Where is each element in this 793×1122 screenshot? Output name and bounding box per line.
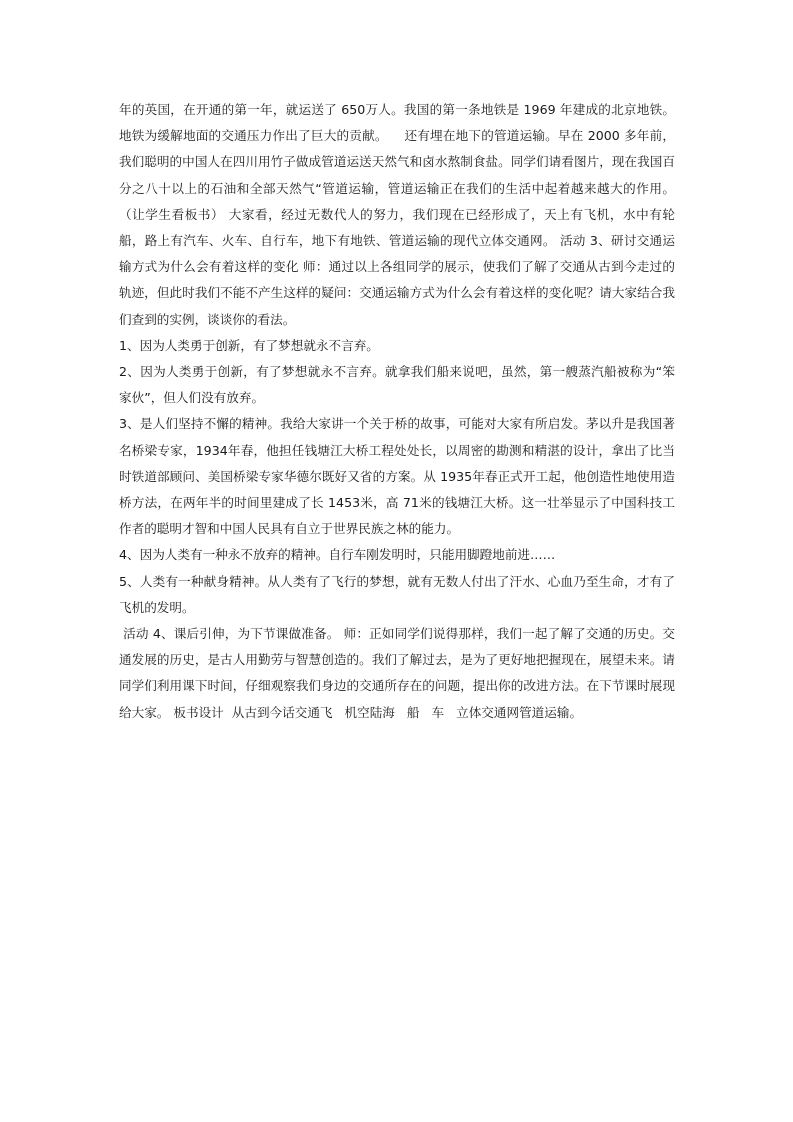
paragraph-activity-4: 活动 4、课后引伸，为下节课做准备。 师：正如同学们说得那样，我们一起了解了交通的历史。交通发展的历史，是古人用勤劳与智慧创造的。我们了解过去，是为了更好地把握现在，展望未来。请同学们利用课下时间，仔细观察我们身边的交通所存在的问题，提出你的改进方法。在下节课时展现给大家。 板书设计 从古到今话交通飞 机空陆海 船 车 立体交通网管道运输。 bbox=[119, 626, 675, 720]
paragraph-intro: 年的英国，在开通的第一年，就运送了 650万人。我国的第一条地铁是 1969 年建成的北京地铁。地铁为缓解地面的交通压力作出了巨大的贡献。 还有埋在地下的管道运输。早在 2000 多年前，我们聪明的中国人在四川用竹子做成管道运送天然气和卤水熬制食盐。同学们请看图片，现在我国百分之八十以上的石油和全部天然气“管道运输，管道运输正在我们的生活中起着越来越大的作用。 （让学生看板书） 大家看，经过无数代人的努力，我们现在已经形成了，天上有飞机，水中有轮船，路上有汽车、火车、自行车，地下有地铁、管道运输的现代立体交通网。 活动 3、研讨交通运输方式为什么会有着这样的变化 师：通过以上各组同学的展示，使我们了解了交通从古到今走过的轨迹，但此时我们不能不产生这样的疑问：交通运输方式为什么会有着这样的变化呢？请大家结合我们查到的实例，谈谈你的看法。 bbox=[119, 102, 692, 327]
paragraph-point-3: 3、是人们坚持不懈的精神。我给大家讲一个关于桥的故事，可能对大家有所启发。茅以升是我国著名桥梁专家，1934年春，他担任钱塘江大桥工程处处长，以周密的勘测和精湛的设计，拿出了比当时铁道部顾问、美国桥梁专家华德尔既好又省的方案。从 1935年春正式开工起，他创造性地使用造桥方法，在两年半的时间里建成了长 1453米，高 71米的钱塘江大桥。这一壮举显示了中国科技工作者的聪明才智和中国人民具有自立于世界民族之林的能力。 bbox=[119, 416, 675, 537]
paragraph-point-4: 4、因为人类有一种永不放弃的精神。自行车刚发明时，只能用脚蹬地前进…… bbox=[119, 547, 556, 563]
paragraph-point-1: 1、因为人类勇于创新，有了梦想就永不言弃。 bbox=[119, 337, 379, 353]
paragraph-point-2: 2、因为人类勇于创新，有了梦想就永不言弃。就拿我们船来说吧，虽然，第一艘蒸汽船被称为“笨家伙”，但人们没有放弃。 bbox=[119, 364, 675, 406]
document-body bbox=[119, 97, 692, 726]
paragraph-point-5: 5、人类有一种献身精神。从人类有了飞行的梦想，就有无数人付出了汗水、心血乃至生命，才有了飞机的发明。 bbox=[119, 573, 675, 615]
